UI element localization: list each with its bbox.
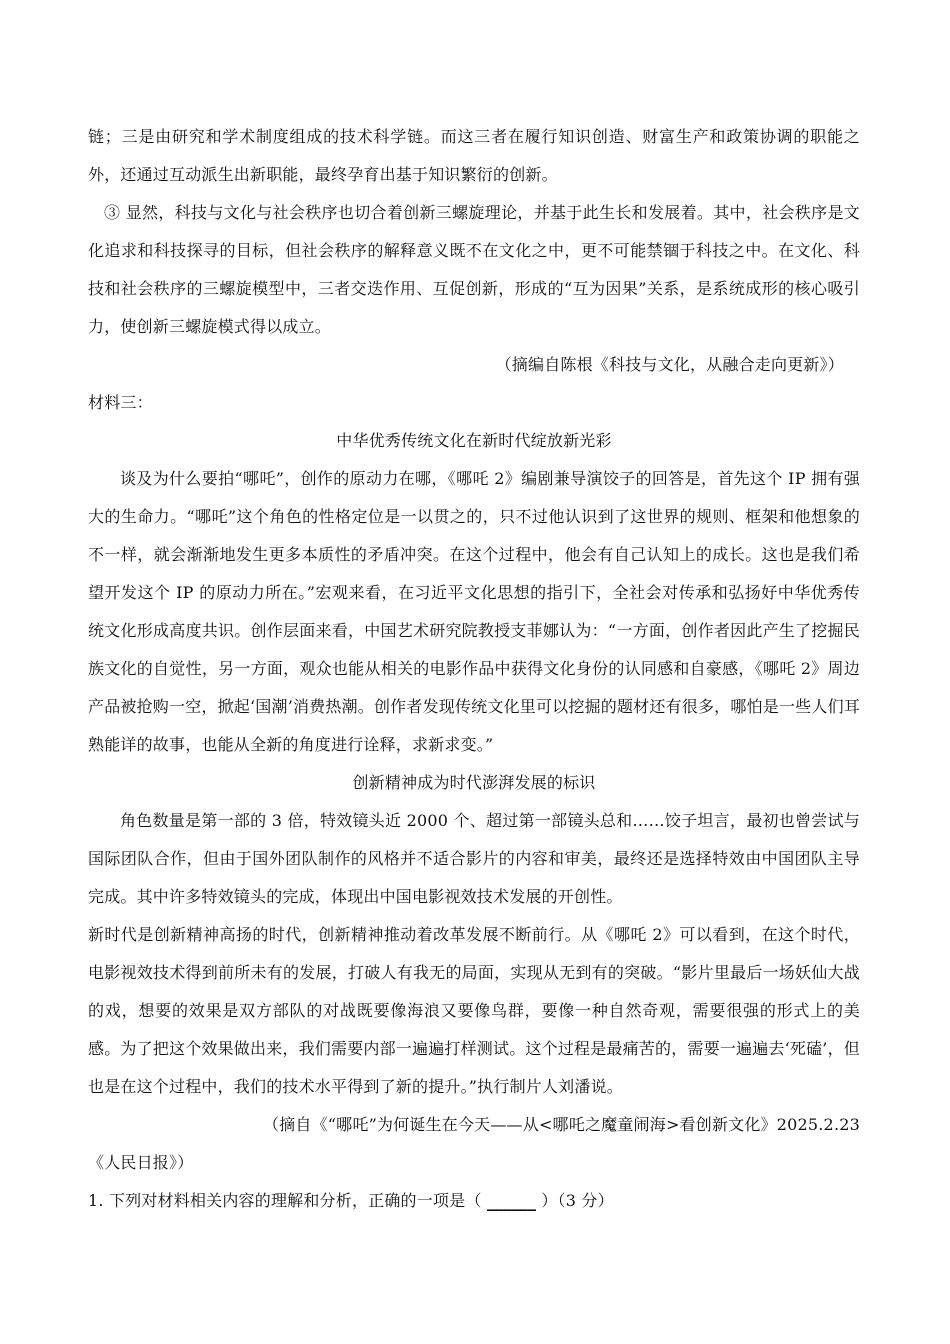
material2-source: （摘编自陈根《科技与文化，从融合走向更新》） xyxy=(495,355,844,374)
material3-paragraph-2: 角色数量是第一部的 3 倍，特效镜头近 2000 个、超过第一部镜头总和……饺子坦言，最初也曾尝试与国际团队合作，但由于国外团队制作的风格并不适合影片的内容和审美，最终还是选择特效由中国团队主导完成。其中许多特效镜头的完成，体现出中国电影视效技术发展的开创性。 xyxy=(88,811,860,906)
question-1-suffix: ）（3 分） xyxy=(541,1191,614,1210)
material2-paragraph-continued: 链；三是由研究和学术制度组成的技术科学链。而这三者在履行知识创造、财富生产和政策协调的职能之外，还通过互动派生出新职能，最终孕育出基于知识繁衍的创新。 xyxy=(88,127,860,184)
material2-paragraph-3: ③ 显然，科技与文化与社会秩序也切合着创新三螺旋理论，并基于此生长和发展着。其中，社会秩序是文化追求和科技探寻的目标，但社会秩序的解释意义既不在文化之中，更不可能禁锢于科技之中。在文化、科技和社会秩序的三螺旋模型中，三者交迭作用、互促创新，形成的“互为因果”关系，是系统成形的核心吸引力，使创新三螺旋模式得以成立。 xyxy=(88,203,860,336)
material3-heading-2: 创新精神成为时代澎湃发展的标识 xyxy=(352,773,596,792)
material3-heading-1: 中华优秀传统文化在新时代绽放新光彩 xyxy=(336,431,612,450)
question-1-prefix: 1. 下列对材料相关内容的理解和分析，正确的一项是（ xyxy=(88,1191,482,1210)
material3-source-line-1: （摘自《“哪吒”为何诞生在今天——从<哪吒之魔童闹海>看创新文化》2025.2.23 xyxy=(262,1115,860,1134)
question-1-answer-blank[interactable]: ______ xyxy=(486,1191,537,1210)
material3-label: 材料三： xyxy=(88,393,153,412)
document-page xyxy=(88,118,860,1220)
material3-paragraph-1: 谈及为什么要拍“哪吒”，创作的原动力在哪，《哪吒 2》编剧兼导演饺子的回答是，首先这个 IP 拥有强大的生命力。“哪吒”这个角色的性格定位是一以贯之的，只不过他认识到了这世界的规则、框架和他想象的不一样，就会渐渐地发生更多本质性的矛盾冲突。在这个过程中，他会有自己认知上的成长。这也是我们希望开发这个 IP 的原动力所在。”宏观来看，在习近平文化思想的指引下，全社会对传承和弘扬好中华优秀传统文化形成高度共识。创作层面来看，中国艺术研究院教授支菲娜认为：“一方面，创作者因此产生了挖掘民族文化的自觉性，另一方面，观众也能从相关的电影作品中获得文化身份的认同感和自豪感，《哪吒 2》周边产品被抢购一空，掀起‘国潮’消费热潮。创作者发现传统文化里可以挖掘的题材还有很多，哪怕是一些人们耳熟能详的故事，也能从全新的角度进行诠释，求新求变。” xyxy=(88,469,860,754)
question-1 xyxy=(88,1182,860,1220)
material3-source-line-2: 《人民日报》） xyxy=(88,1153,194,1172)
material3-paragraph-3: 新时代是创新精神高扬的时代，创新精神推动着改革发展不断前行。从《哪吒 2》可以看到，在这个时代，电影视效技术得到前所未有的发展，打破人有我无的局面，实现从无到有的突破。“影片里最后一场妖仙大战的戏，想要的效果是双方部队的对战既要像海浪又要像鸟群，要像一种自然奇观，需要很强的形式上的美感。为了把这个效果做出来，我们需要内部一遍遍打样测试。这个过程是最痛苦的，需要一遍遍去‘死磕’，但也是在这个过程中，我们的技术水平得到了新的提升。”执行制片人刘潘说。 xyxy=(88,925,860,1096)
